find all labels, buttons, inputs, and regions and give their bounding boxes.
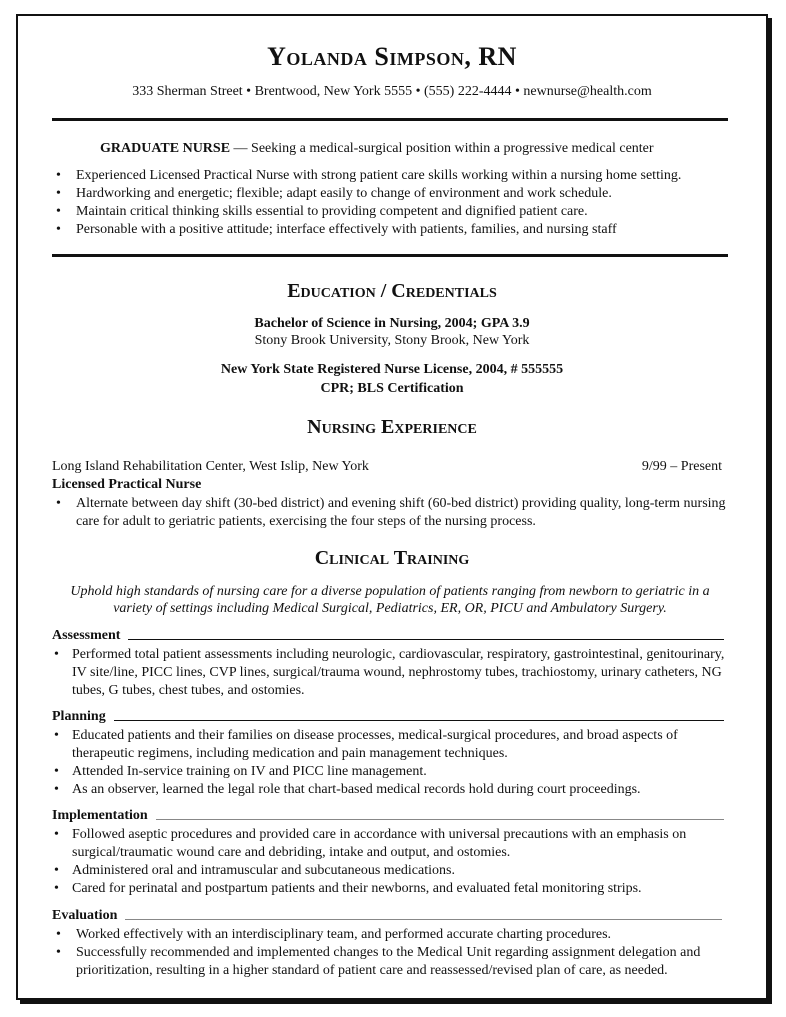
implementation-rule xyxy=(156,819,724,820)
candidate-name: Yolanda Simpson, RN xyxy=(267,42,517,71)
planning-rule xyxy=(114,720,724,721)
divider-top xyxy=(52,118,728,121)
list-item: • Experienced Licensed Practical Nurse with strong patient care skills working within a nursing home setting. xyxy=(52,167,732,185)
assessment-rule xyxy=(128,639,724,640)
implementation-heading xyxy=(52,808,724,824)
objective-bullets xyxy=(52,167,732,239)
objective-label: GRADUATE NURSE xyxy=(100,141,231,156)
list-item: • Alternate between day shift (30-bed district) and evening shift (60-bed district) providing quality, long-term nursing care for adult to geriatric patients, exercising the four steps of the nursing process. xyxy=(52,495,732,531)
job-position: Licensed Practical Nurse xyxy=(52,477,202,492)
list-item: • Maintain critical thinking skills essential to providing competent and dignified patient care. xyxy=(52,203,732,221)
evaluation-bullets xyxy=(52,926,732,980)
degree: Bachelor of Science in Nursing, 2004; GPA 3.9 xyxy=(254,316,530,331)
license: New York State Registered Nurse License, 2004, # 555555 xyxy=(220,362,564,377)
evaluation-label: Evaluation xyxy=(52,908,118,923)
planning-heading xyxy=(52,709,724,725)
list-item: • Cared for perinatal and postpartum patients and their newborns, and evaluated fetal monitoring strips. xyxy=(52,880,732,898)
contact-info: 333 Sherman Street • Brentwood, New York 5555 • (555) 222-4444 • newnurse@health.com xyxy=(132,84,652,99)
list-item: • Worked effectively with an interdisciplinary team, and performed accurate charting procedures. xyxy=(52,926,732,944)
job-row xyxy=(52,459,722,475)
experience-title: Nursing Experience xyxy=(307,416,477,438)
list-item: • Personable with a positive attitude; interface effectively with patients, families, and nursing staff xyxy=(52,221,732,239)
education-title: Education / Credentials xyxy=(287,280,497,302)
assessment-bullets xyxy=(52,646,732,700)
list-item: • Followed aseptic procedures and provided care in accordance with universal precautions with an emphasis on surgical/traumatic wound care and debriding, intake and output, and ostomies. xyxy=(52,826,732,862)
planning-bullets xyxy=(52,727,732,799)
experience-bullets xyxy=(52,495,732,531)
list-item: • Performed total patient assessments including neurologic, cardiovascular, respiratory, gastrointestinal, genitourinary, IV site/line, PICC lines, CVP lines, surgical/trauma wound, nephrostomy tubes, trachiostomy, urinary catheters, NG tubes, G tubes, chest tubes, and ostomies. xyxy=(52,646,732,700)
clinical-intro: Uphold high standards of nursing care for a diverse population of patients ranging from newborn to geriatric in a variety of settings including Medical Surgical, Pediatrics, ER, OR, PICU and Ambulatory Surgery. xyxy=(70,584,710,616)
school: Stony Brook University, Stony Brook, New York xyxy=(254,333,530,348)
list-item: • Hardworking and energetic; flexible; adapt easily to change of environment and work schedule. xyxy=(52,185,732,203)
divider-middle xyxy=(52,254,728,257)
certification: CPR; BLS Certification xyxy=(320,381,464,396)
list-item: • Successfully recommended and implemented changes to the Medical Unit regarding assignment delegation and prioritization, resulting in a higher standard of patient care and reassessed/revised plan of care, as needed. xyxy=(52,944,732,980)
objective-line xyxy=(100,141,654,157)
list-item: • Attended In-service training on IV and PICC line management. xyxy=(52,763,732,781)
resume-page xyxy=(16,14,768,1000)
evaluation-rule xyxy=(125,919,722,920)
implementation-label: Implementation xyxy=(52,808,148,823)
clinical-title: Clinical Training xyxy=(314,547,470,569)
list-item: • Educated patients and their families on disease processes, medical-surgical procedures, and broad aspects of therapeutic regimens, including medication and pain management techniques. xyxy=(52,727,732,763)
objective-text: — Seeking a medical-surgical position within a progressive medical center xyxy=(230,141,654,156)
assessment-label: Assessment xyxy=(52,628,121,643)
planning-label: Planning xyxy=(52,709,106,724)
list-item: • Administered oral and intramuscular and subcutaneous medications. xyxy=(52,862,732,880)
evaluation-heading xyxy=(52,908,722,924)
job-dates: 9/99 – Present xyxy=(641,459,722,474)
employer: Long Island Rehabilitation Center, West Islip, New York xyxy=(52,459,369,474)
assessment-heading xyxy=(52,628,724,644)
implementation-bullets xyxy=(52,826,732,898)
list-item: • As an observer, learned the legal role that chart-based medical records hold during court proceedings. xyxy=(52,781,732,799)
